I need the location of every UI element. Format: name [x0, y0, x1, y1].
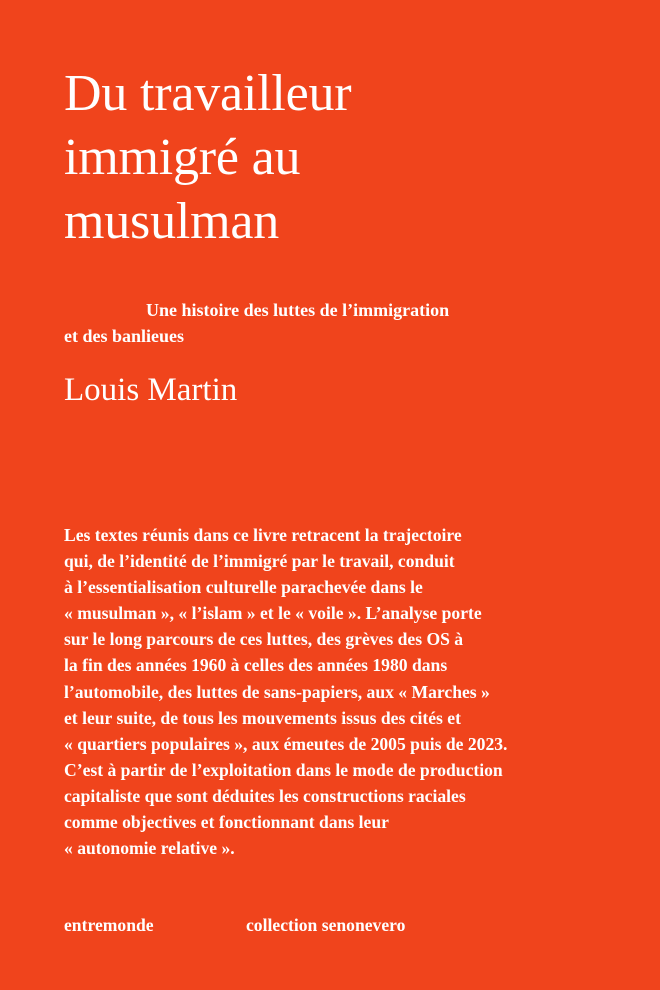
- book-author: Louis Martin: [64, 372, 238, 408]
- collection-name: collection senonevero: [246, 915, 406, 935]
- publisher-name: entremonde: [64, 915, 154, 935]
- blurb-line: Les textes réunis dans ce livre retracent la trajectoire: [64, 525, 462, 545]
- blurb-line: C’est à partir de l’exploitation dans le mode de production: [64, 759, 503, 780]
- book-title: [64, 62, 624, 254]
- blurb-line: « autonomie relative ».: [64, 838, 235, 859]
- blurb-line: et leur suite, de tous les mouvements issus des cités et: [64, 707, 461, 728]
- back-cover-blurb: [64, 522, 644, 861]
- blurb-line: comme objectives et fonctionnant dans leur: [64, 812, 389, 833]
- blurb-line: capitaliste que sont déduites les constructions raciales: [64, 785, 466, 806]
- blurb-line: la fin des années 1960 à celles des années 1980 dans: [64, 655, 448, 676]
- blurb-line: « quartiers populaires », aux émeutes de 2005 puis de 2023.: [64, 733, 508, 754]
- book-subtitle: [64, 297, 584, 349]
- title-line: immigré au: [64, 129, 301, 186]
- blurb-line: « musulman », « l’islam » et le « voile ». L’analyse porte: [64, 603, 482, 624]
- blurb-line: sur le long parcours de ces luttes, des grèves des OS à: [64, 629, 464, 650]
- blurb-line: qui, de l’identité de l’immigré par le travail, conduit: [64, 551, 455, 572]
- title-line: musulman: [64, 193, 280, 250]
- subtitle-line: Une histoire des luttes de l’immigration: [146, 300, 450, 320]
- subtitle-line: et des banlieues: [64, 326, 185, 346]
- blurb-line: l’automobile, des luttes de sans-papiers, aux « Marches »: [64, 681, 490, 702]
- title-line: Du travailleur: [64, 65, 352, 122]
- blurb-line: à l’essentialisation culturelle parachevée dans le: [64, 577, 423, 598]
